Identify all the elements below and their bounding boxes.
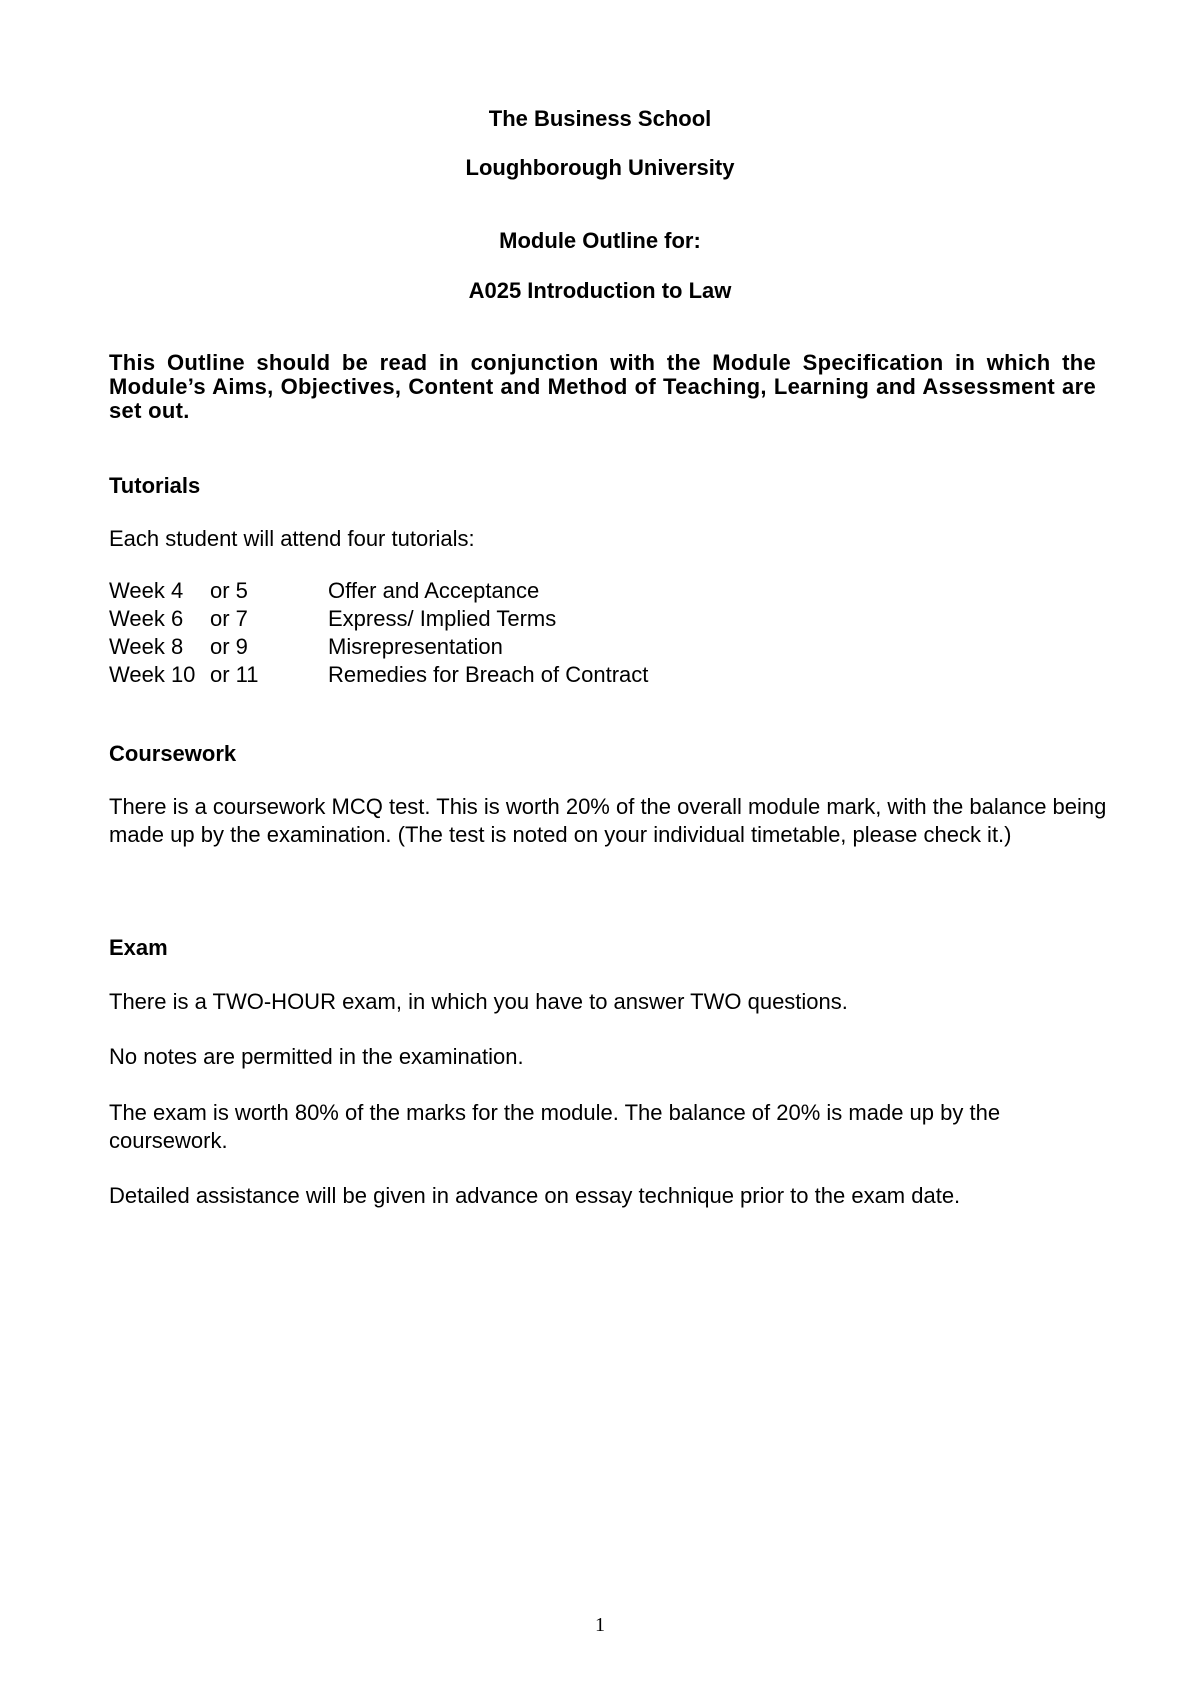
tutorials-table — [109, 577, 809, 689]
tutorial-row — [109, 577, 809, 605]
school-name: The Business School — [488, 106, 712, 131]
tutorial-topic: Misrepresentation — [328, 634, 503, 659]
tutorial-week: Week 8 — [109, 634, 184, 659]
tutorial-alt-week: or 11 — [210, 662, 259, 687]
tutorial-row — [109, 633, 809, 661]
module-outline-label: Module Outline for: — [499, 228, 701, 253]
tutorial-week: Week 6 — [109, 606, 184, 631]
tutorial-row — [109, 661, 809, 689]
tutorial-alt-week: or 5 — [210, 578, 248, 603]
exam-heading: Exam — [109, 935, 168, 960]
university-name: Loughborough University — [465, 155, 735, 180]
exam-paragraph-assistance: Detailed assistance will be given in advance on essay technique prior to the exam date. — [109, 1183, 961, 1208]
tutorials-heading: Tutorials — [109, 473, 201, 498]
exam-paragraph-duration: There is a TWO-HOUR exam, in which you have to answer TWO questions. — [109, 989, 848, 1014]
tutorial-alt-week: or 7 — [210, 606, 248, 631]
coursework-paragraph: There is a coursework MCQ test. This is worth 20% of the overall module mark, with the balance being made up by the examination. (The test is noted on your individual timetable, please check it.) — [109, 794, 1107, 847]
intro-paragraph: This Outline should be read in conjunction with the Module Specification in which the Module’s Aims, Objectives, Content and Method of Teaching, Learning and Assessment are set out. — [109, 350, 1096, 423]
page-number: 1 — [595, 1614, 605, 1636]
tutorial-topic: Remedies for Breach of Contract — [328, 662, 649, 687]
exam-paragraph-notes: No notes are permitted in the examination. — [109, 1044, 524, 1069]
coursework-heading: Coursework — [109, 741, 237, 766]
tutorial-alt-week: or 9 — [210, 634, 248, 659]
tutorial-topic: Express/ Implied Terms — [328, 606, 557, 631]
exam-paragraph-weighting: The exam is worth 80% of the marks for the module. The balance of 20% is made up by the coursework. — [109, 1100, 1001, 1153]
tutorial-row — [109, 605, 809, 633]
tutorial-topic: Offer and Acceptance — [328, 578, 540, 603]
module-title: A025 Introduction to Law — [468, 278, 732, 303]
tutorial-week: Week 4 — [109, 578, 184, 603]
tutorial-week: Week 10 — [109, 662, 196, 687]
tutorials-lead: Each student will attend four tutorials: — [109, 526, 475, 551]
